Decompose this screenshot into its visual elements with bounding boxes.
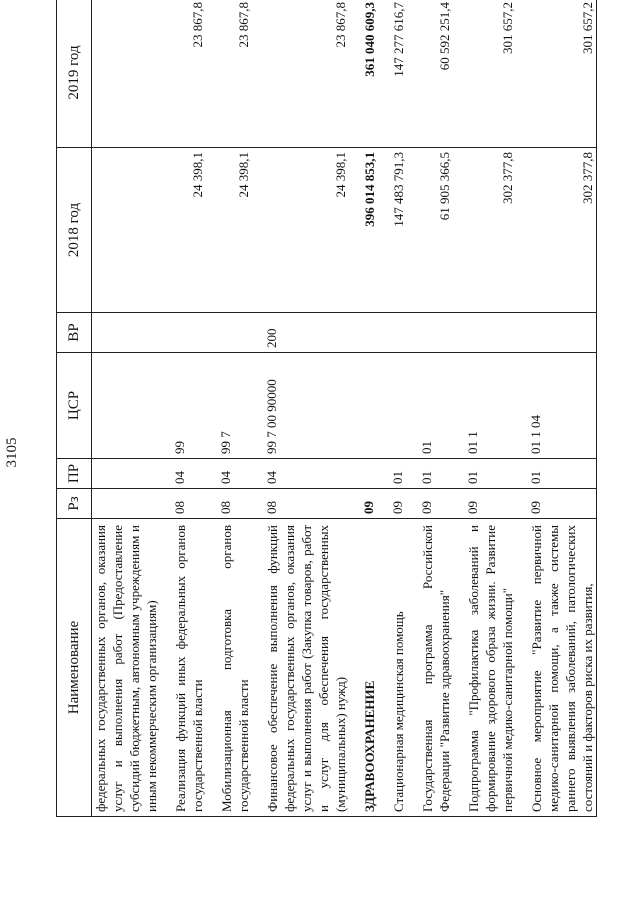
cell-vr [206,313,252,353]
cell-name: Подпрограмма "Профилактика заболеваний и формирование здорового образа жизни. Развитие первичной медико-санитарной помощи" [453,519,516,817]
cell-y2018: 302 377,8 [516,148,597,313]
cell-rz: 09 [453,489,516,519]
header-csr: ЦСР [57,353,92,459]
header-pr: ПР [57,459,92,489]
cell-vr [92,313,161,353]
cell-csr: 99 7 [206,353,252,459]
cell-csr: 01 1 [453,353,516,459]
cell-y2018: 396 014 853,1 [349,148,378,313]
cell-rz: 08 [252,489,349,519]
cell-csr: 01 1 04 [516,353,597,459]
cell-csr: 99 [160,353,206,459]
table-row [407,0,453,817]
cell-name: Государственная программа Российской Федерации "Развитие здравоохранения" [407,519,453,817]
cell-name: Основное мероприятие "Развитие первичной медико-санитарной помощи, а также системы раннего выявления заболеваний, патологических состояний и факторов риска их развития, [516,519,597,817]
cell-pr: 04 [160,459,206,489]
cell-pr: 04 [206,459,252,489]
cell-vr [378,313,407,353]
cell-pr: 01 [516,459,597,489]
cell-y2018: 24 398,1 [206,148,252,313]
cell-vr: 200 [252,313,349,353]
cell-name: Финансовое обеспечение выполнения функций федеральных государственных органов, оказания услуг и выполнения работ (Закупка товаров, работ и услуг для обеспечения государственных (муниципальных) нужд) [252,519,349,817]
header-vr: ВР [57,313,92,353]
table-row [252,0,349,817]
cell-vr [407,313,453,353]
cell-y2019: 23 867,8 [252,0,349,148]
cell-name: Стационарная медицинская помощь [378,519,407,817]
table-row [453,0,516,817]
cell-pr: 01 [407,459,453,489]
header-2019: 2019 год [57,0,92,148]
table-row [516,0,597,817]
page-number: 3105 [4,437,20,468]
cell-vr [349,313,378,353]
cell-vr [453,313,516,353]
header-2018: 2018 год [57,148,92,313]
cell-y2018 [92,148,161,313]
cell-rz: 08 [206,489,252,519]
table-row [206,0,252,817]
cell-rz: 09 [378,489,407,519]
table-row [92,0,161,817]
cell-y2018: 24 398,1 [252,148,349,313]
header-rz: Рз [57,489,92,519]
cell-rz: 08 [160,489,206,519]
cell-y2019: 301 657,2 [516,0,597,148]
cell-rz: 09 [516,489,597,519]
cell-csr [92,353,161,459]
budget-table [56,0,597,817]
table-row [160,0,206,817]
cell-pr: 04 [252,459,349,489]
cell-y2019 [92,0,161,148]
cell-csr: 99 7 00 90000 [252,353,349,459]
table-row [378,0,407,817]
header-name: Наименование [57,519,92,817]
cell-pr [349,459,378,489]
cell-y2018: 147 483 791,3 [378,148,407,313]
cell-name: ЗДРАВООХРАНЕНИЕ [349,519,378,817]
cell-vr [160,313,206,353]
table-row [349,0,378,817]
cell-pr: 01 [453,459,516,489]
cell-y2019: 361 040 609,3 [349,0,378,148]
cell-name: Мобилизационная подготовка органов государственной власти [206,519,252,817]
cell-rz: 09 [407,489,453,519]
cell-pr: 01 [378,459,407,489]
cell-y2019: 23 867,8 [160,0,206,148]
cell-name: Реализация функций иных федеральных органов государственной власти [160,519,206,817]
cell-rz: 09 [349,489,378,519]
cell-rz [92,489,161,519]
cell-vr [516,313,597,353]
cell-y2019: 60 592 251,4 [407,0,453,148]
cell-y2018: 302 377,8 [453,148,516,313]
cell-y2019: 147 277 616,7 [378,0,407,148]
cell-csr [349,353,378,459]
table-header-row [57,0,92,817]
cell-y2018: 24 398,1 [160,148,206,313]
cell-csr [378,353,407,459]
cell-y2019: 23 867,8 [206,0,252,148]
cell-pr [92,459,161,489]
cell-y2019: 301 657,2 [453,0,516,148]
cell-name: федеральных государственных органов, оказания услуг и выполнения работ (Предоставление субсидий бюджетным, автономным учреждениям и иным некоммерческим организациям) [92,519,161,817]
cell-y2018: 61 905 366,5 [407,148,453,313]
cell-csr: 01 [407,353,453,459]
